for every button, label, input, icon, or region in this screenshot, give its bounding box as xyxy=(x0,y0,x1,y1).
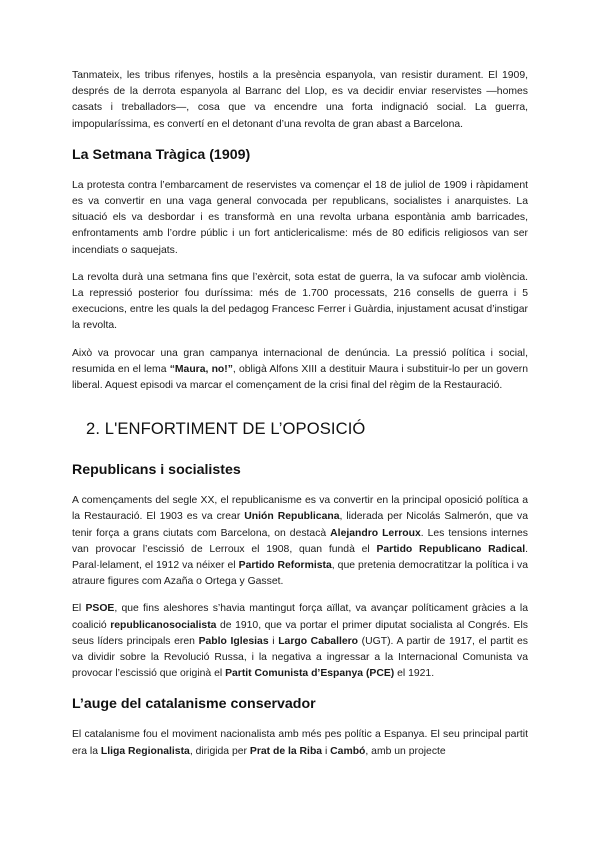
heading-setmana-tragica: La Setmana Tràgica (1909) xyxy=(72,146,251,163)
bold-maura-no: “Maura, no!” xyxy=(169,363,233,375)
paragraph-republicanisme: A començaments del segle XX, el republicanisme es va convertir en la principal oposició política a la Restauració. El 1903 es va crear Unión Republicana, liderada per Nicolás Salmerón, que va tenir força a grans ciutats com Barcelona, on destacà Alejandro Lerroux. Les tensions internes van provocar l’escissió de Lerroux el 1908, quan fundà el Partido Republicano Radical. Paral·lelament, el 1912 va néixer el Partido Reformista, que pretenia democratitzar la política i va atraure figures com Azaña o Ortega y Gasset. xyxy=(72,495,529,588)
page-content xyxy=(72,68,528,760)
paragraph-barranc-del-llop: Tanmateix, les tribus rifenyes, hostils a la presència espanyola, van resistir durament. El 1909, després de la derrota espanyola al Barranc del Llop, es va decidir enviar reservistes —homes casats i treballadors—, cosa que va encendre una forta indignació social. La guerra, impopularíssima, es convertí en el detonant d’una revolta de gran abast a Barcelona. xyxy=(72,70,528,130)
paragraph-protesta: La protesta contra l’embarcament de reservistes va començar el 18 de juliol de 1909 i ràpidament es va convertir en una vaga general convocada per republicans, socialistes i anarquistes. La situació els va desbordar i es transformà en una revolta urbana espontània amb barricades, enfrontaments amb l’ordre públic i un fort anticlericalisme: més de 80 edificis religiosos van ser incendiats o saquejats. xyxy=(72,179,528,256)
heading-republicans-socialistes: Republicans i socialistes xyxy=(72,462,241,479)
bold-pce: Partit Comunista d’Espanya (PCE) xyxy=(225,668,395,680)
paragraph-maura-no: Això va provocar una gran campanya internacional de denúncia. La pressió política i social, resumida en el lema “Maura, no!”, obligà Alfons XIII a destituir Maura i substituir-lo per un govern liberal. Aquest episodi va marcar el començament de la crisi final del règim de la Restauració. xyxy=(72,347,528,392)
bold-cambo: Cambó xyxy=(330,745,366,757)
paragraph-psoe: El PSOE, que fins aleshores s’havia mantingut força aïllat, va avançar políticament gràcies a la coalició republicanosocialista de 1910, que va portar el primer diputat socialista al Congrés. Els seus líders principals eren Pablo Iglesias i Largo Caballero (UGT). A partir de 1917, el partit es va dividir sobre la Revolució Russa, i la negativa a ingressar a la Internacional Comunista va provocar l’escissió que originà el Partit Comunista d’Espanya (PCE) el 1921. xyxy=(72,603,528,680)
paragraph-repressio: La revolta durà una setmana fins que l’exèrcit, sota estat de guerra, la va sufocar amb violència. La repressió posterior fou duríssima: més de 1.700 processats, 216 consells de guerra i 5 execucions, entre les quals la del pedagog Francesc Ferrer i Guàrdia, injustament acusat d’instigar la revolta. xyxy=(72,271,528,332)
bold-union-republicana: Unión Republicana xyxy=(244,511,340,523)
bold-partido-republicano-radical: Partido Republicano Radical xyxy=(376,543,526,555)
bold-republicanosocialista: republicanosocialista xyxy=(110,619,217,631)
bold-psoe: PSOE xyxy=(85,603,115,615)
bold-largo-caballero: Largo Caballero xyxy=(278,635,359,647)
section-heading-enfortiment-oposicio: 2. L'ENFORTIMENT DE L’OPOSICIÓ xyxy=(86,419,366,439)
heading-catalanisme-conservador: L’auge del catalanisme conservador xyxy=(72,696,316,713)
bold-alejandro-lerroux: Alejandro Lerroux xyxy=(330,527,421,539)
bold-partido-reformista: Partido Reformista xyxy=(238,560,332,572)
paragraph-catalanisme: El catalanisme fou el moviment nacionalista amb més pes polític a Espanya. El seu principal partit era la Lliga Regionalista, dirigida per Prat de la Riba i Cambó, amb un projecte xyxy=(72,729,528,757)
bold-prat-de-la-riba: Prat de la Riba xyxy=(249,745,323,757)
bold-lliga-regionalista: Lliga Regionalista xyxy=(100,745,190,757)
bold-pablo-iglesias: Pablo Iglesias xyxy=(198,635,269,647)
